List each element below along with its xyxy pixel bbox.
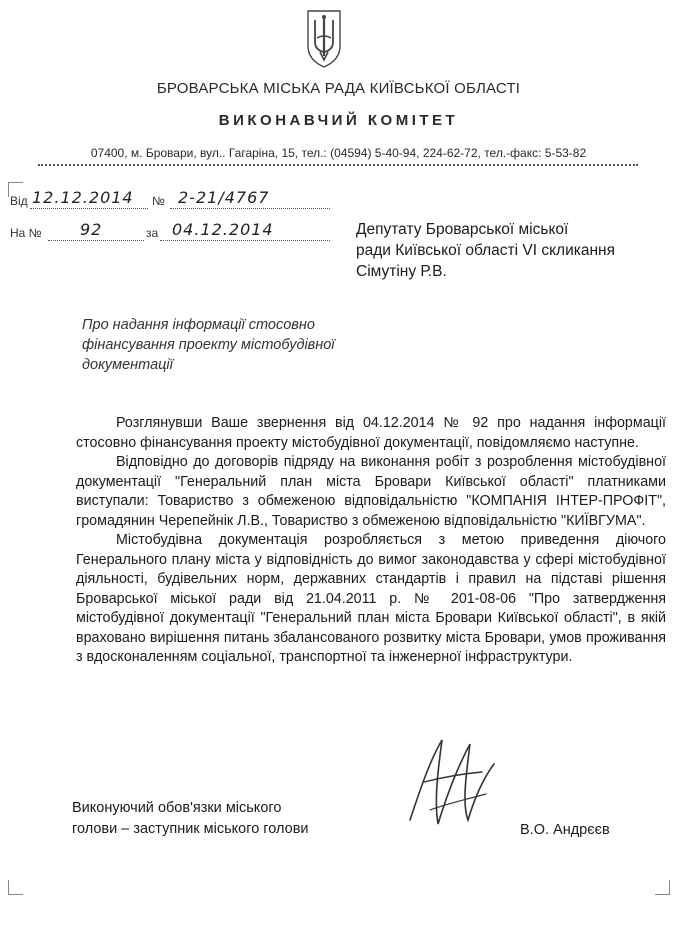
from-label: Від [10, 194, 28, 208]
organization-address: 07400, м. Бровари, вул.. Гагаріна, 15, тел.: (04594) 5-40-94, 224-62-72, тел.-факс: 5-53-82 [90, 146, 587, 160]
body-paragraph: Містобудівна документація розробляється з метою приведення діючого Генерального плану міста у відповідність до вимог законодавства у сфері містобудівної діяльності, будівельних норм, державних стандартів і правил на підставі рішення Броварської міської ради від 21.04.2011 р. № 201-08-06 "Про затвердження містобудівної документації "Генеральний план міста Бровари Київської області", в якій враховано вирішення питань збалансованого розвитку міста Бровари, умов проживання з вдосконаленням соціальної, транспортної та інженерної інфраструктури. [76, 532, 666, 665]
incoming-date: 04.12.2014 [172, 220, 274, 239]
incoming-registration-row [10, 220, 340, 244]
coat-of-arms-icon [305, 8, 343, 70]
addressee-line: ради Київської області VI скликання [356, 242, 615, 259]
fill-line [48, 240, 144, 241]
letterhead-divider [38, 164, 638, 166]
incoming-number: 92 [80, 220, 103, 239]
handwritten-signature-icon [390, 720, 510, 840]
letter-body [76, 414, 666, 668]
outgoing-number: 2-21/4767 [178, 188, 270, 207]
subject-line: документації [82, 357, 173, 373]
subject-line: фінансування проекту містобудівної [82, 337, 335, 353]
addressee-block [356, 219, 656, 282]
outgoing-date: 12.12.2014 [32, 188, 134, 207]
signatory-name: В.О. Андрєєв [520, 822, 610, 838]
number-label: № [152, 194, 165, 208]
incoming-number-label: На № [10, 226, 42, 240]
body-paragraph: Відповідно до договорів підряду на виконання робіт з розроблення містобудівної документації "Генеральний план міста Бровари Київської області" платниками виступали: Товариство з обмеженою відповідальністю "КОМПАНІЯ ІНТЕР-ПРОФІТ", громадянин Черепейнік Л.В., Товариство з обмеженою відповідальністю "КИЇВГУМА". [76, 454, 666, 529]
signatory-title-line: голови – заступник міського голови [72, 821, 309, 837]
outgoing-registration-row [10, 188, 340, 212]
addressee-line: Сімутіну Р.В. [356, 263, 447, 280]
addressee-line: Депутату Броварської міської [356, 221, 569, 238]
corner-mark [8, 880, 23, 895]
corner-mark [655, 880, 670, 895]
date-label: за [146, 226, 159, 240]
fill-line [30, 208, 148, 209]
council-name: БРОВАРСЬКА МІСЬКА РАДА КИЇВСЬКОЇ ОБЛАСТІ [156, 80, 521, 97]
fill-line [160, 240, 330, 241]
signatory-title-line: Виконуючий обов'язки міського [72, 800, 282, 816]
body-paragraph: Розглянувши Ваше звернення від 04.12.2014 № 92 про надання інформації стосовно фінансування проекту містобудівної документації, повідомляємо наступне. [76, 415, 666, 451]
signatory-title [72, 798, 362, 840]
subject-line: Про надання інформації стосовно [82, 317, 315, 333]
fill-line [170, 208, 330, 209]
executive-committee-title: ВИКОНАВЧИЙ КОМІТЕТ [218, 112, 459, 129]
letter-subject [82, 315, 362, 375]
